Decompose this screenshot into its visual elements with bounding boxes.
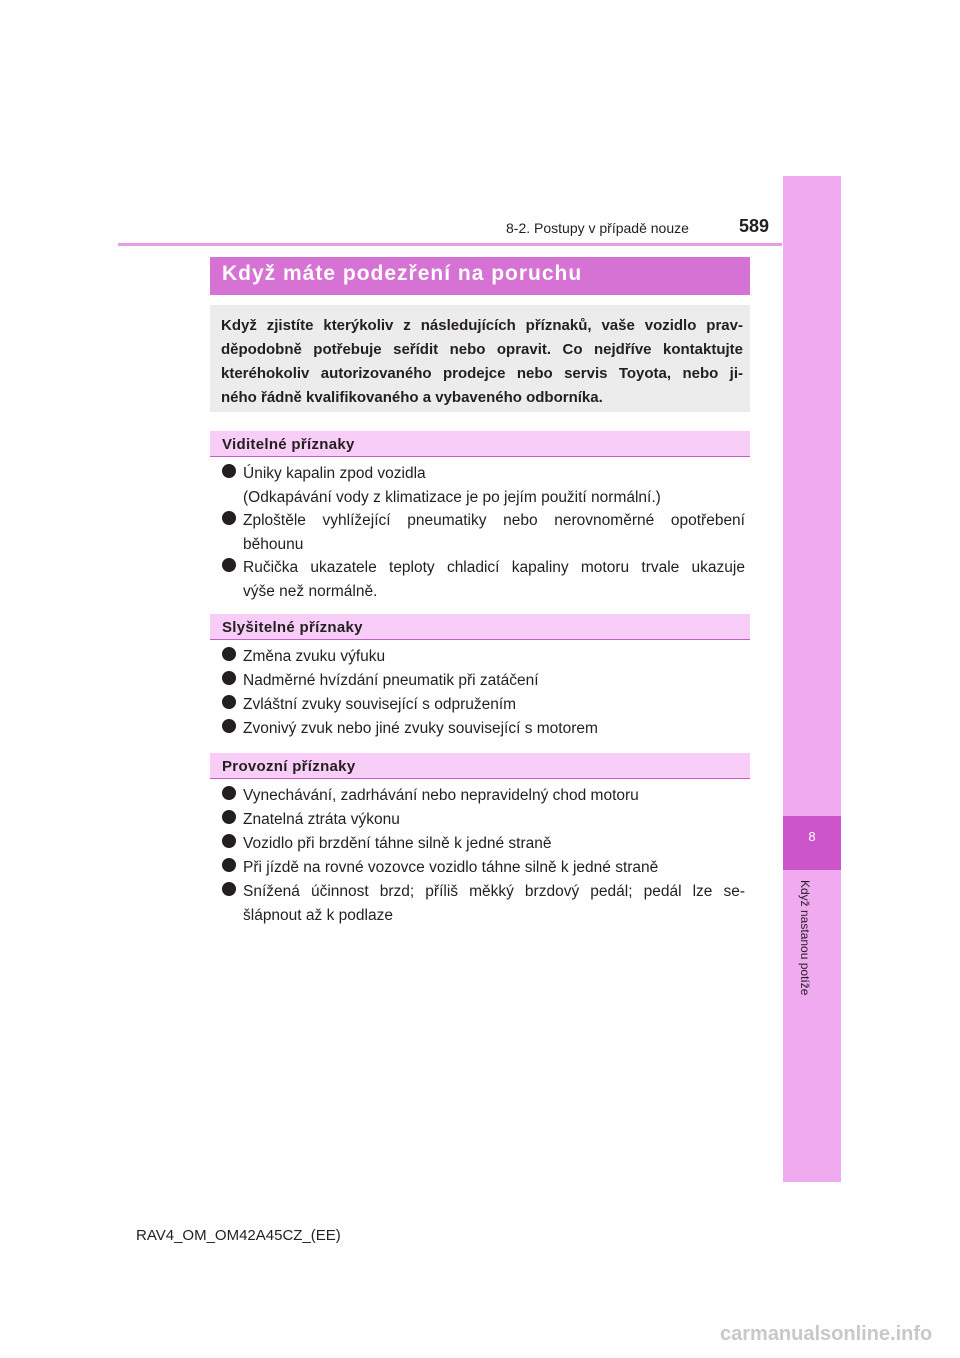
list-item-line: (Odkapávání vody z klimatizace je po jejím použití normální.): [243, 489, 661, 506]
intro-line: děpodobně potřebuje seřídit nebo opravit. Co nejdříve kontaktujte: [221, 341, 743, 358]
intro-last-line: ného řádně kvalifikovaného a vybaveného odborníka.: [221, 389, 603, 406]
document-code-footer: RAV4_OM_OM42A45CZ_(EE): [136, 1227, 341, 1244]
section-heading: Viditelné příznaky: [222, 436, 355, 453]
list-item-line: šlápnout až k podlaze: [243, 907, 393, 924]
list-item: Vozidlo při brzdění táhne silně k jedné straně: [243, 835, 552, 852]
section-heading: Slyšitelné příznaky: [222, 619, 363, 636]
intro-line: kteréhokoliv autorizovaného prodejce nebo servis Toyota, nebo ji-: [221, 365, 743, 382]
bullet-icon: [222, 880, 236, 904]
bullet-icon: [222, 645, 236, 669]
list-item: Zvonivý zvuk nebo jiné zvuky související s motorem: [243, 720, 598, 737]
list-item-line: Zploštěle vyhlížející pneumatiky nebo nerovnoměrné opotřebení: [243, 512, 745, 529]
bullet-icon: [222, 784, 236, 808]
bullet-icon: [222, 693, 236, 717]
bullet-icon: [222, 717, 236, 741]
section-heading: Provozní příznaky: [222, 758, 356, 775]
chapter-side-tab: [783, 176, 841, 1182]
list-item: Znatelná ztráta výkonu: [243, 811, 400, 828]
list-item-line: výše než normálně.: [243, 583, 378, 600]
list-item: Nadměrné hvízdání pneumatik při zatáčení: [243, 672, 539, 689]
list-item: Změna zvuku výfuku: [243, 648, 386, 665]
page-number: 589: [739, 216, 770, 236]
intro-line: Když zjistíte kterýkoliv z následujících příznaků, vaše vozidlo prav-: [221, 317, 743, 334]
bullet-icon: [222, 462, 236, 486]
intro-paragraph: [221, 314, 743, 386]
bullet-icon: [222, 856, 236, 880]
page-title: Když máte podezření na poruchu: [222, 262, 583, 285]
list-item-line: Úniky kapalin zpod vozidla: [243, 465, 426, 482]
list-item-line: Ručička ukazatele teploty chladicí kapaliny motoru trvale ukazuje: [243, 559, 745, 576]
bullet-icon: [222, 556, 236, 580]
list-item-line: Snížená účinnost brzd; příliš měkký brzdový pedál; pedál lze se-: [243, 883, 745, 900]
running-header-section: 8-2. Postupy v případě nouze: [506, 220, 689, 236]
list-item: Zvláštní zvuky související s odpružením: [243, 696, 517, 713]
list-item: [243, 509, 745, 557]
list-item: [243, 880, 745, 928]
chapter-title-vertical: Když nastanou potíže: [798, 880, 812, 996]
list-item: Při jízdě na rovné vozovce vozidlo táhne silně k jedné straně: [243, 859, 659, 876]
bullet-icon: [222, 509, 236, 533]
chapter-number: 8: [808, 829, 816, 844]
bullet-icon: [222, 669, 236, 693]
bullet-icon: [222, 832, 236, 856]
list-item: [243, 462, 745, 510]
list-item-line: běhounu: [243, 536, 304, 553]
bullet-icon: [222, 808, 236, 832]
watermark: carmanualsonline.info: [720, 1323, 933, 1345]
list-item: Vynechávání, zadrhávání nebo nepravidelný chod motoru: [243, 787, 639, 804]
list-item: [243, 556, 745, 604]
header-rule: [118, 243, 782, 246]
